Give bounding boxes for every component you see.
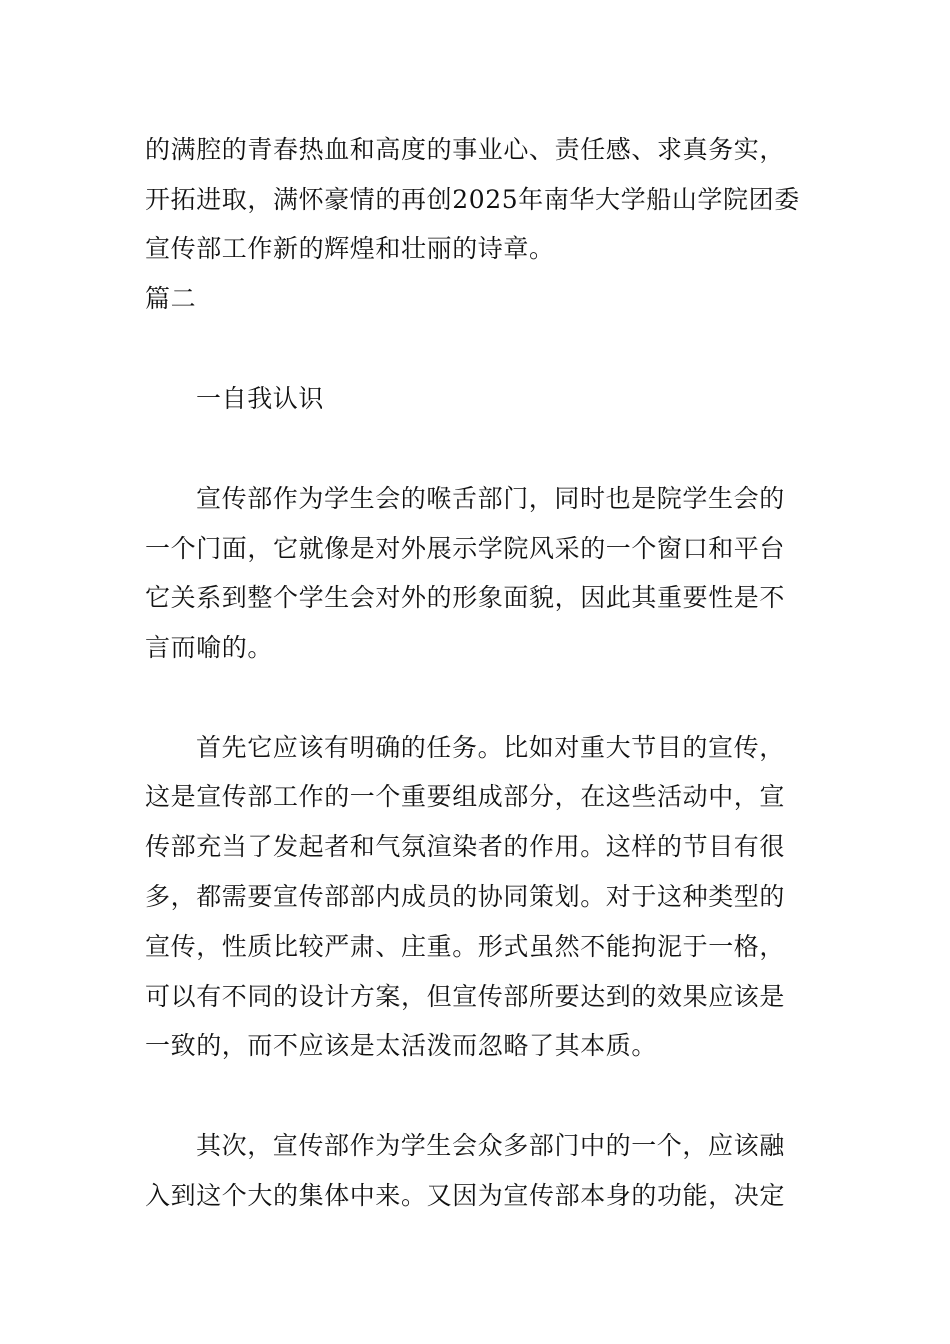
text-line: 可以有不同的设计方案，但宣传部所要达到的效果应该是 <box>145 982 786 1011</box>
text-line: 其次，宣传部作为学生会众多部门中的一个，应该融 <box>196 1131 785 1160</box>
section-heading: 篇二 <box>145 284 197 313</box>
text-line: 宣传部作为学生会的喉舌部门，同时也是院学生会的 <box>196 484 785 513</box>
text-line: 宣传，性质比较严肃、庄重。形式虽然不能拘泥于一格， <box>145 932 786 961</box>
text-line: 它关系到整个学生会对外的形象面貌，因此其重要性是不 <box>145 583 786 612</box>
text-line: 开拓进取，满怀豪情的再创2025年南华大学船山学院团委 <box>145 185 800 214</box>
text-line: 首先它应该有明确的任务。比如对重大节目的宣传， <box>196 733 785 762</box>
text-line: 一致的，而不应该是太活泼而忽略了其本质。 <box>145 1031 658 1060</box>
subheading: 一自我认识 <box>196 384 325 413</box>
text-line: 多，都需要宣传部部内成员的协同策划。对于这种类型的 <box>145 882 786 911</box>
text-line: 传部充当了发起者和气氛渲染者的作用。这样的节目有很 <box>145 832 786 861</box>
text-line: 这是宣传部工作的一个重要组成部分，在这些活动中，宣 <box>145 782 786 811</box>
text-line: 的满腔的青春热血和高度的事业心、责任感、求真务实， <box>145 135 786 164</box>
text-line: 入到这个大的集体中来。又因为宣传部本身的功能，决定 <box>145 1181 786 1210</box>
text-line: 宣传部工作新的辉煌和壮丽的诗章。 <box>145 234 555 263</box>
text-line: 言而喻的。 <box>145 633 274 662</box>
text-line: 一个门面，它就像是对外展示学院风采的一个窗口和平台 <box>145 534 786 563</box>
